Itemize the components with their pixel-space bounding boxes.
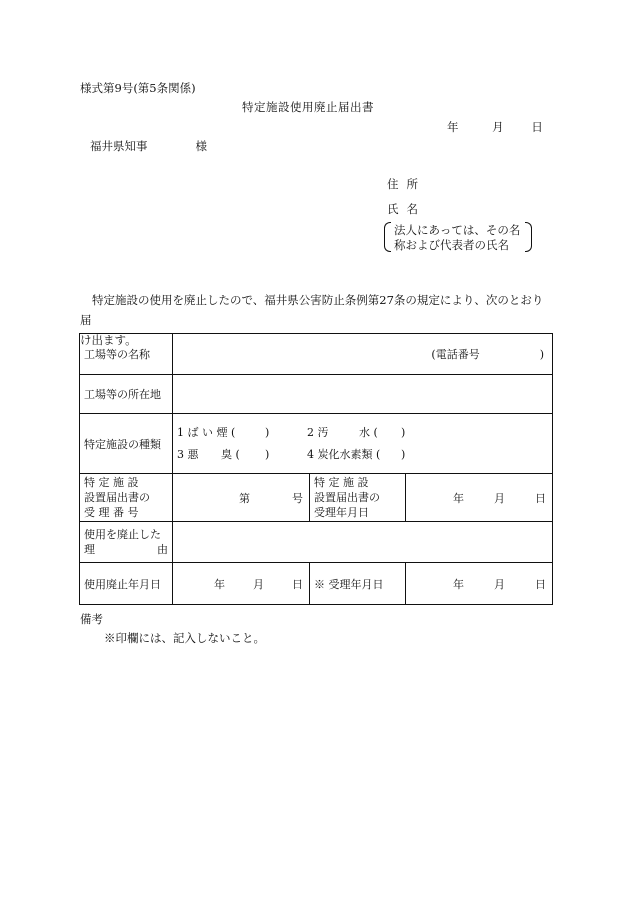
abolish-date-label: 使用廃止年月日 [80, 563, 173, 605]
facility-type-row-1 [177, 422, 548, 444]
addressee-name: 福井県知事 [90, 139, 148, 153]
addressee [90, 138, 207, 154]
receipt-number-prefix: 第 [239, 491, 250, 505]
corporation-note [384, 220, 532, 254]
remarks-title: 備考 [80, 612, 103, 626]
date-day-label: 日 [531, 120, 543, 134]
reason-label-line2 [84, 542, 168, 557]
bracket-left [384, 222, 391, 252]
remarks-note: ※印欄には、記入しないこと。 [104, 631, 265, 645]
receipt-number-label-3: 受 理 番 号 [84, 506, 139, 519]
reason-label-yu: 由 [157, 543, 168, 556]
bracket-right [525, 222, 532, 252]
office-receipt-year: 年 [453, 577, 465, 591]
phone-label: (電話番号 [431, 348, 480, 361]
office-receipt-day: 日 [535, 577, 547, 591]
type-smoke: 1 ば い 煙 ( [177, 425, 236, 439]
office-receipt-date-label: ※ 受理年月日 [310, 563, 406, 605]
receipt-number-label-1: 特 定 施 設 [84, 476, 139, 489]
abolish-date-day: 日 [292, 577, 303, 591]
submission-date [447, 119, 543, 135]
row-reason [80, 522, 553, 563]
reason-label [80, 522, 173, 563]
receipt-number-label-2: 設置届出書の [84, 491, 150, 504]
receipt-date-label-1: 特 定 施 設 [314, 476, 369, 489]
date-month-label: 月 [492, 120, 504, 134]
body-line-2: け出ます。 [80, 333, 137, 347]
abolish-date-month: 月 [253, 577, 264, 591]
document-title: 特定施設使用廃止届出書 [242, 100, 374, 114]
type-odor-close: ) [265, 447, 270, 461]
type-odor: 3 悪 [177, 447, 199, 461]
row-facility-type [80, 414, 553, 474]
addressee-honorific: 様 [195, 139, 207, 153]
receipt-date-year: 年 [453, 491, 465, 505]
receipt-number-suffix: 号 [292, 491, 303, 505]
corporation-note-line2: 称および代表者の氏名 [394, 238, 509, 252]
type-hydrocarbons: 4 炭化水素類 ( [307, 447, 381, 461]
facility-type-field[interactable] [173, 414, 553, 474]
row-factory-name [80, 334, 553, 375]
corporation-note-line1: 法人にあっては、その名 [394, 223, 521, 237]
notification-table [79, 333, 553, 605]
row-abolish-date [80, 563, 553, 605]
factory-name-field[interactable] [173, 334, 553, 375]
receipt-date-label [310, 474, 406, 522]
receipt-number-label [80, 474, 173, 522]
office-receipt-month: 月 [494, 577, 506, 591]
row-factory-location [80, 375, 553, 414]
applicant-name-label: 氏名 [387, 202, 426, 216]
receipt-number-field[interactable] [173, 474, 310, 522]
type-wastewater-close: ) [401, 425, 406, 439]
form-number: 様式第9号(第5条関係) [80, 81, 196, 95]
abolish-date-year: 年 [214, 577, 225, 591]
factory-location-label: 工場等の所在地 [80, 375, 173, 414]
date-year-label: 年 [447, 120, 459, 134]
factory-name-label: 工場等の名称 [80, 334, 173, 375]
applicant-address-label: 住所 [387, 177, 426, 191]
receipt-date-label-2: 設置届出書の [314, 491, 380, 504]
type-wastewater-b: 水 ( [359, 425, 378, 439]
reason-label-ri: 理 [84, 543, 95, 556]
reason-field[interactable] [173, 522, 553, 563]
type-smoke-close: ) [265, 425, 270, 439]
receipt-date-month: 月 [494, 491, 506, 505]
reason-label-line1: 使用を廃止した [84, 528, 161, 541]
office-receipt-date-field [406, 563, 553, 605]
factory-location-field[interactable] [173, 375, 553, 414]
receipt-date-field[interactable] [406, 474, 553, 522]
receipt-date-label-3: 受理年月日 [314, 506, 369, 519]
type-odor-b: 臭 ( [221, 447, 240, 461]
type-hydrocarbons-close: ) [401, 447, 406, 461]
receipt-date-day: 日 [535, 491, 547, 505]
facility-type-label: 特定施設の種類 [80, 414, 173, 474]
body-line-1: 特定施設の使用を廃止したので、福井県公害防止条例第27条の規定により、次のとおり届 [80, 293, 544, 327]
row-receipt [80, 474, 553, 522]
facility-type-row-2 [177, 444, 548, 466]
phone-close: ) [539, 348, 545, 361]
abolish-date-field[interactable] [173, 563, 310, 605]
type-wastewater: 2 汚 [307, 425, 329, 439]
